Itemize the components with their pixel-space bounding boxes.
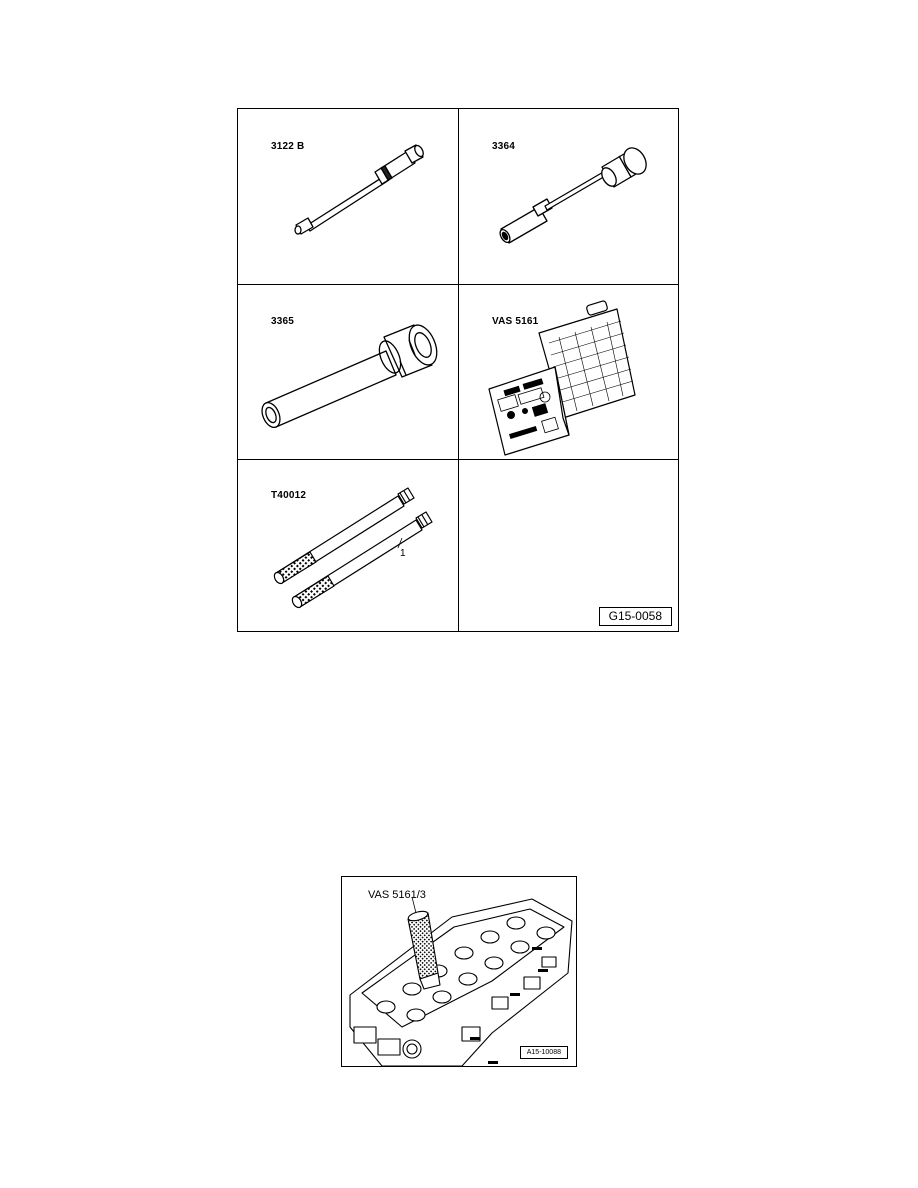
tool-label: VAS 5161 (492, 316, 539, 327)
socket-extension-tool-icon (238, 109, 458, 284)
figure-code: A15-10088 (520, 1046, 568, 1059)
tool-cell-empty (459, 460, 678, 631)
callout-number: 1 (400, 548, 406, 559)
special-tools-figure (237, 108, 679, 632)
tool-label: 3122 B (271, 141, 305, 152)
sleeve-tool-icon (238, 285, 458, 459)
tool-label: T40012 (271, 490, 307, 501)
tool-cell-t40012 (238, 460, 459, 631)
installer-tool-icon (459, 109, 678, 284)
tool-case-icon (459, 285, 678, 459)
tool-cell-3364 (459, 109, 678, 285)
guide-pins-icon (238, 460, 458, 630)
figure-code: G15-0058 (599, 607, 672, 626)
tool-cell-3122b (238, 109, 459, 285)
tool-cell-vas5161 (459, 285, 678, 460)
cylinder-head-figure (341, 876, 577, 1067)
cylinder-head-icon (342, 877, 576, 1066)
tool-label: VAS 5161/3 (368, 889, 426, 901)
tool-cell-3365 (238, 285, 459, 460)
tool-label: 3365 (271, 316, 295, 327)
tool-label: 3364 (492, 141, 516, 152)
